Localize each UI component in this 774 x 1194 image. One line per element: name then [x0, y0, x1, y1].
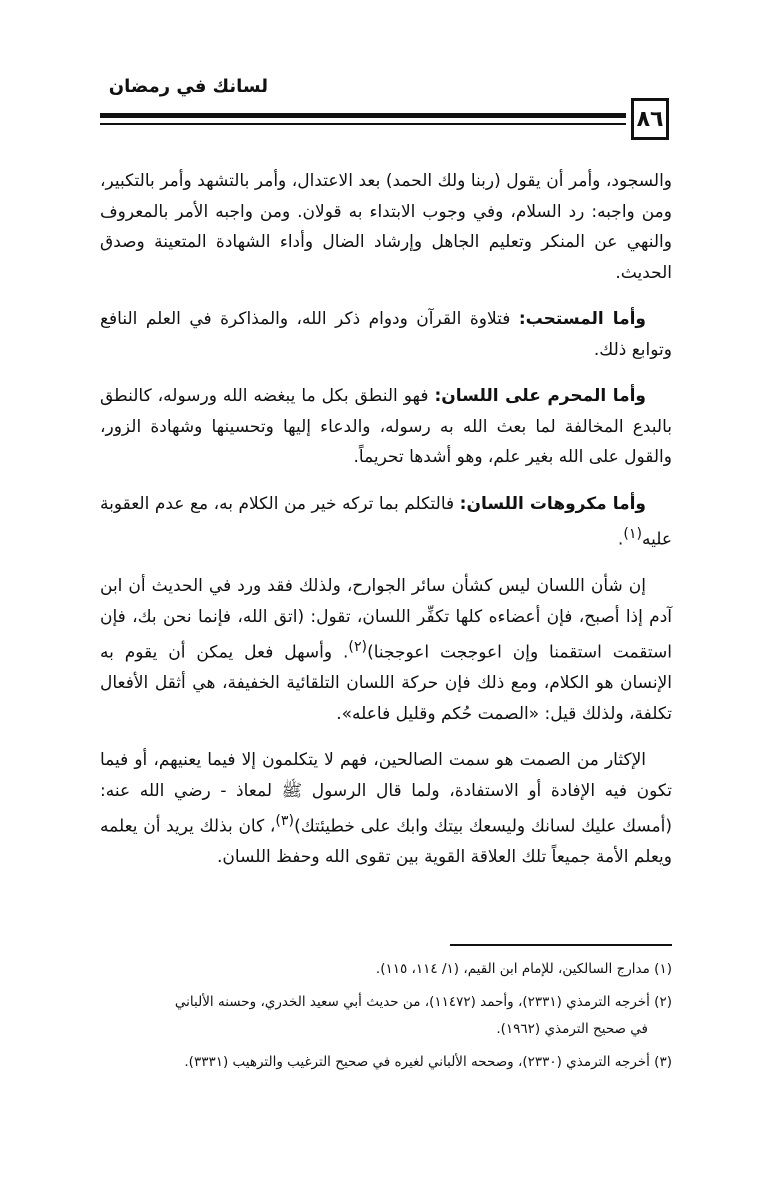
- paragraph-6-end: ، كان بذلك يريد أن يعلمه ويعلم الأمة جميعاً تلك العلاقة القوية بين تقوى الله وحفظ اللسان.: [100, 816, 672, 868]
- footnotes: [100, 956, 672, 1082]
- paragraph-2-lead: وأما المستحب:: [518, 309, 646, 329]
- main-text: [100, 166, 672, 889]
- paragraph-6-text: الإكثار من الصمت هو سمت الصالحين، فهم لا يتكلمون إلا فيما يعنيهم، أو فيما تكون فيه الإفادة أو الاستفادة، ولما قال الرسول ﷺ لمعاذ - رضي الله عنه: (أمسك عليك لسانك وليسعك بيتك وابك على خطيئتك): [100, 750, 672, 837]
- paragraph-4: [100, 489, 672, 556]
- footnote-number: (٣): [654, 1054, 672, 1070]
- paragraph-3-lead: وأما المحرم على اللسان:: [434, 386, 647, 406]
- paragraph-2: [100, 304, 672, 365]
- paragraph-4-text: فالتكلم بما تركه خير من الكلام به، مع عدم العقوبة عليه: [100, 493, 672, 550]
- footnote-divider: [450, 944, 672, 946]
- footnote-text: مدارج السالكين، للإمام ابن القيم، (١/ ١١٤، ١١٥).: [375, 961, 650, 977]
- paragraph-1: والسجود، وأمر أن يقول (ربنا ولك الحمد) بعد الاعتدال، وأمر بالتشهد وأمر بالتكبير، ومن واجبه: رد السلام، وفي وجوب الابتداء به قولان. ومن واجبه الأمر بالمعروف والنهي عن المنكر وتعليم الجاهل وإرشاد الضال وأداء الشهادة المتعينة وصدق الحديث.: [100, 171, 672, 283]
- paragraph-6: [100, 745, 672, 873]
- page-number: ٨٦: [636, 106, 664, 132]
- footnote-ref-1[interactable]: (١): [623, 526, 642, 542]
- footnote-text: أخرجه الترمذي (٢٣٣١)، وأحمد (١١٤٧٢)، من حديث أبي سعيد الخدري، وحسنه الألباني: [174, 994, 650, 1010]
- page-number-box: [631, 98, 669, 140]
- footnote-ref-3[interactable]: (٣): [275, 813, 295, 830]
- paragraph-4-lead: وأما مكروهات اللسان:: [459, 493, 646, 514]
- paragraph-3: [100, 381, 672, 473]
- paragraph-4-end: .: [617, 529, 624, 550]
- footnote-3: [100, 1049, 672, 1076]
- paragraph-5-text: إن شأن اللسان ليس كشأن سائر الجوارح، ولذلك فقد ورد في الحديث أن ابن آدم إذا أصبح، فإن أعضاءه كلها تكفِّر اللسان، تقول: (اتق الله، فإنما نحن بك، فإن استقمت استقمنا وإن اعوججت اعوججنا): [100, 576, 672, 663]
- running-title: لسانك في رمضان: [108, 76, 268, 97]
- paragraph-3-text: فهو النطق بكل ما يبغضه الله ورسوله، كالنطق بالبدع المخالفة لما بعث الله به رسوله، والدعاء إليها وتحسينها وشهادة الزور، والقول على الله بغير علم، وهو أشدها تحريماً.: [100, 386, 672, 467]
- footnote-continuation: في صحيح الترمذي (١٩٦٢).: [496, 1021, 648, 1037]
- footnote-number: (٢): [654, 994, 672, 1010]
- header-rule-thick: [100, 113, 626, 118]
- footnote-text: أخرجه الترمذي (٢٣٣٠)، وصححه الألباني لغيره في صحيح الترغيب والترهيب (٣٣٣١).: [184, 1054, 650, 1070]
- footnote-number: (١): [654, 961, 672, 977]
- paragraph-5-end: . وأسهل فعل يمكن أن يقوم به الإنسان هو الكلام، ومع ذلك فإن حركة اللسان التلقائية الخفيفة، هي أثقل الأفعال تكلفة، ولذلك قيل: «الصمت حُكم وقليل فاعله».: [100, 642, 672, 724]
- header-rule-thin: [100, 123, 626, 125]
- paragraph-5: [100, 571, 672, 729]
- footnote-2: [100, 989, 672, 1043]
- footnote-1: [100, 956, 672, 983]
- paragraph-2-text: فتلاوة القرآن ودوام ذكر الله، والمذاكرة في العلم النافع وتوابع ذلك.: [100, 309, 672, 360]
- footnote-ref-2[interactable]: (٢): [348, 639, 368, 656]
